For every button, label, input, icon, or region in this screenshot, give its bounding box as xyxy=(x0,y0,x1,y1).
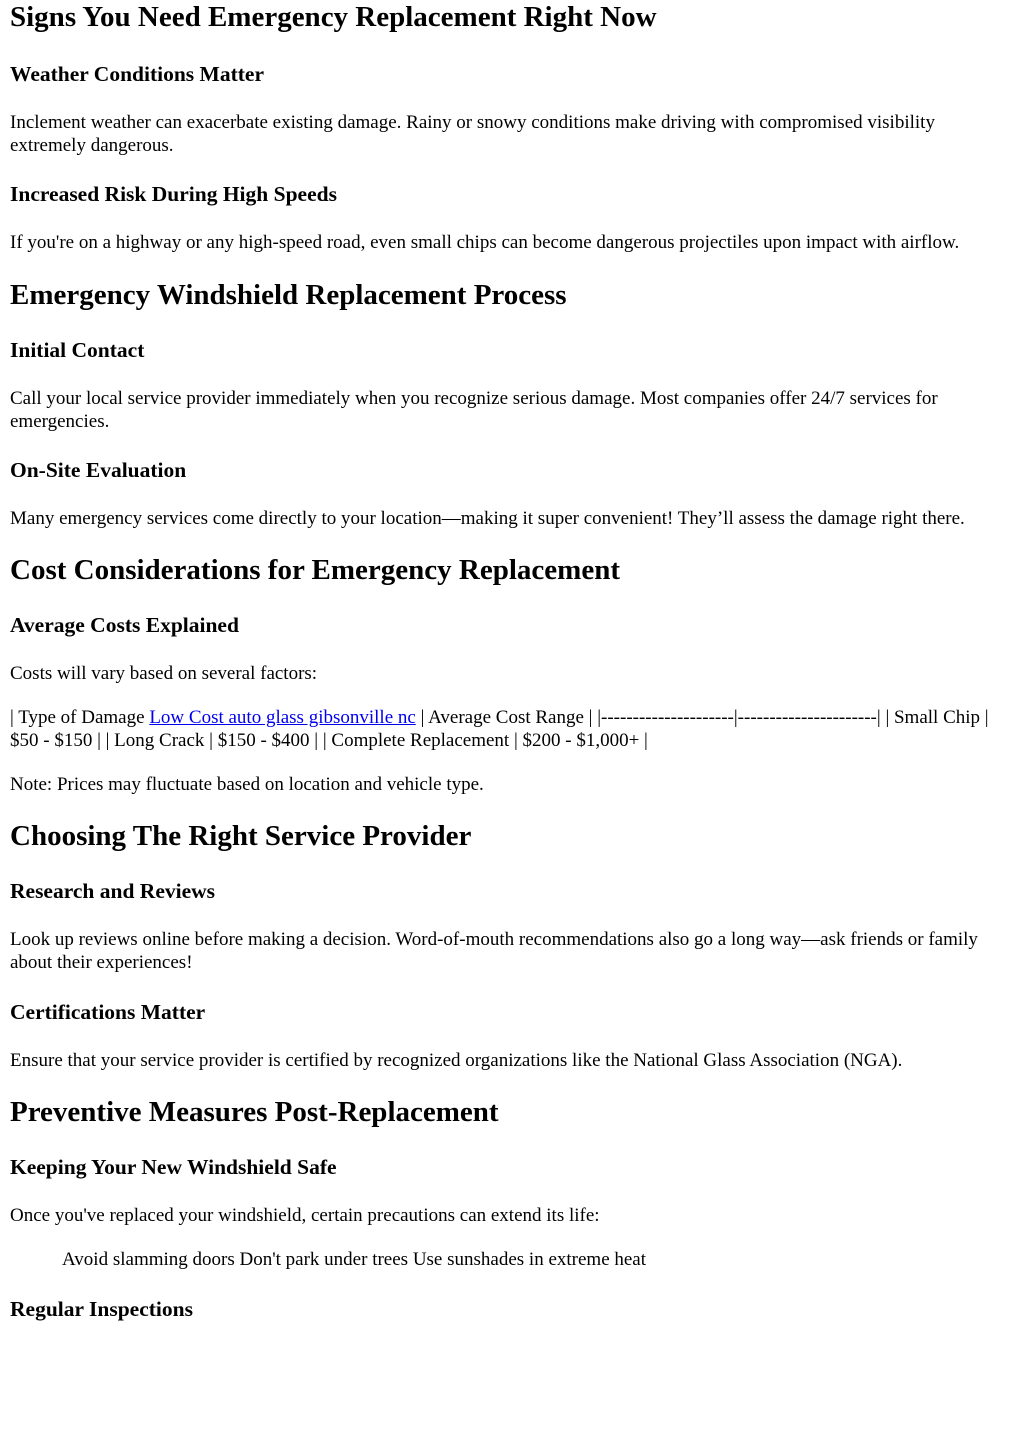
section-heading: Preventive Measures Post-Replacement xyxy=(10,1096,499,1128)
subsection-heading: Increased Risk During High Speeds xyxy=(10,182,337,206)
subsection-heading: Initial Contact xyxy=(10,338,145,362)
subsection-heading: Research and Reviews xyxy=(10,879,216,903)
precautions-list: Avoid slamming doors Don't park under trees Use sunshades in extreme heat xyxy=(62,1249,647,1270)
section-heading: Choosing The Right Service Provider xyxy=(10,820,472,852)
subsection-heading: Weather Conditions Matter xyxy=(10,62,264,86)
subsection-heading: Keeping Your New Windshield Safe xyxy=(10,1155,337,1179)
cost-table-text xyxy=(10,706,1014,752)
paragraph: Costs will vary based on several factors: xyxy=(10,663,318,684)
section-heading: Cost Considerations for Emergency Replacement xyxy=(10,554,620,586)
note-paragraph: Note: Prices may fluctuate based on location and vehicle type. xyxy=(10,774,484,795)
paragraph: If you're on a highway or any high-speed road, even small chips can become dangerous projectiles upon impact with airflow. xyxy=(10,232,960,253)
auto-glass-link[interactable]: Low Cost auto glass gibsonville nc xyxy=(149,707,416,728)
subsection-heading: Certifications Matter xyxy=(10,1000,206,1024)
paragraph: Look up reviews online before making a decision. Word-of-mouth recommendations also go a long way—ask friends or family about their experiences! xyxy=(10,929,978,973)
paragraph: Inclement weather can exacerbate existing damage. Rainy or snowy conditions make driving with compromised visibility extremely dangerous. xyxy=(10,112,935,156)
paragraph: Ensure that your service provider is certified by recognized organizations like the National Glass Association (NGA). xyxy=(10,1050,903,1071)
subsection-heading: On-Site Evaluation xyxy=(10,458,187,482)
section-heading: Signs You Need Emergency Replacement Right Now xyxy=(10,1,657,33)
subsection-heading: Average Costs Explained xyxy=(10,613,239,637)
section-heading: Emergency Windshield Replacement Process xyxy=(10,279,567,311)
paragraph: Many emergency services come directly to your location—making it super convenient! They’ll assess the damage right there. xyxy=(10,508,965,529)
table-text-after: | Average Cost Range | |---------------------|----------------------| | Small Chip | $50 - $150 | | Long Crack | $150 - $400 | | Complete Replacement | $200 - $1,000+ | xyxy=(10,707,989,751)
paragraph: Call your local service provider immediately when you recognize serious damage. Most companies offer 24/7 services for emergencies. xyxy=(10,388,938,432)
subsection-heading: Regular Inspections xyxy=(10,1297,193,1321)
paragraph: Once you've replaced your windshield, certain precautions can extend its life: xyxy=(10,1205,600,1226)
table-text-before: | Type of Damage xyxy=(10,707,150,728)
